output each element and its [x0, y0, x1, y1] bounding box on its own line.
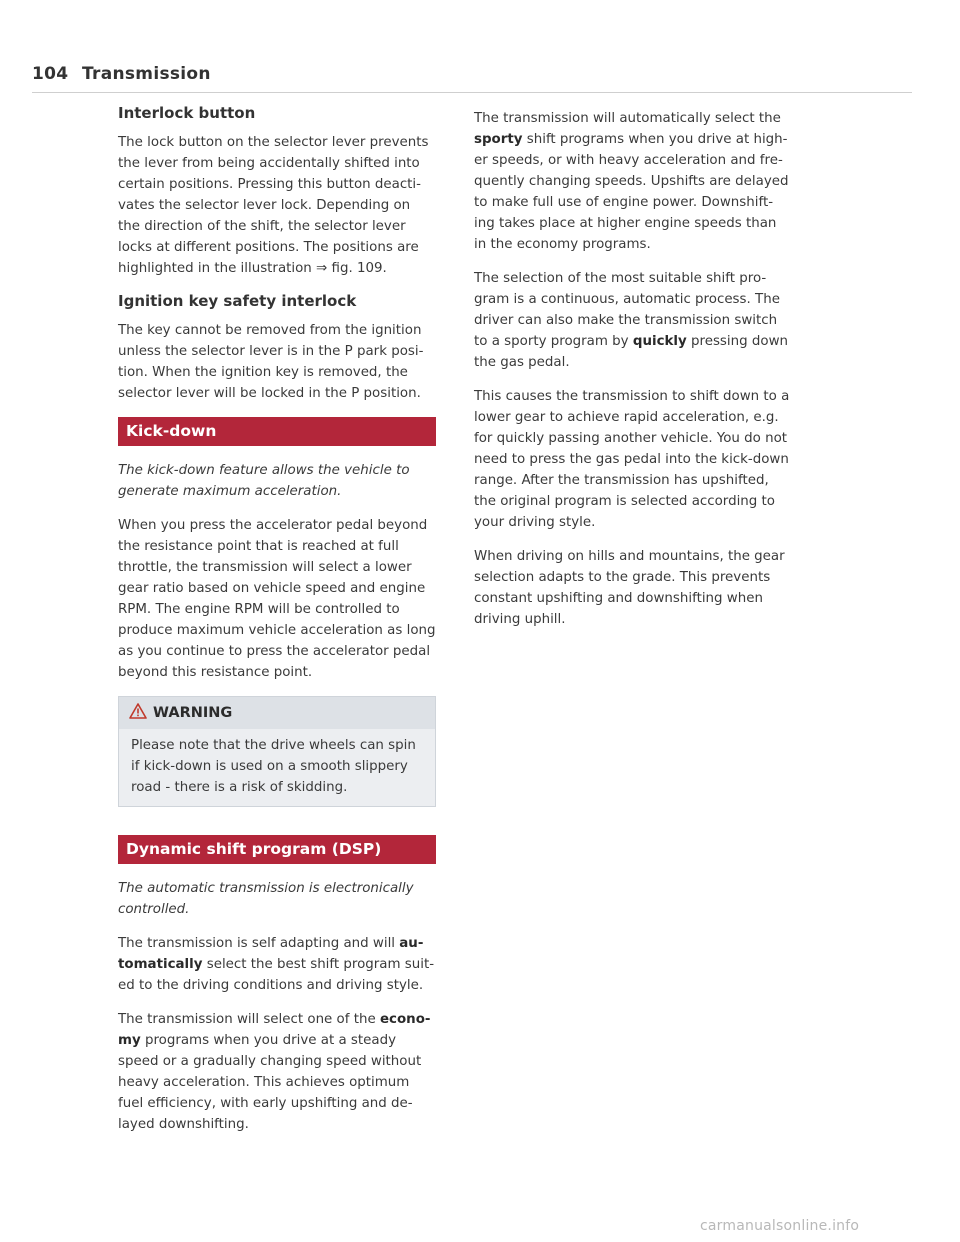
section-kickdown-title: Kick-down — [118, 417, 436, 446]
right-column — [474, 108, 792, 643]
dsp-p2-text-c: programs when you drive at a steady speed or a gradually changing speed without heavy acceleration. This achieves optimum fuel efficiency, with early upshifting and de-layed downshifting. — [118, 1033, 422, 1132]
selection-text-c: pressing down the gas pedal. — [474, 334, 789, 370]
page-header — [32, 62, 912, 93]
dsp-p1-text-a: The transmission is self adapting and will — [118, 936, 400, 951]
paragraph-hills: When driving on hills and mountains, the gear selection adapts to the grade. This prevents constant upshifting and downshifting when driving uphill. — [474, 549, 785, 627]
page-number: 104 — [32, 64, 69, 84]
left-column — [118, 104, 436, 1148]
warning-triangle-icon — [129, 703, 147, 719]
dsp-p2-text-a: The transmission will select one of the — [118, 1012, 380, 1027]
section-dsp-title: Dynamic shift program (DSP) — [118, 835, 436, 864]
paragraph-shift-down: This causes the transmission to shift down to a lower gear to achieve rapid acceleration, e.g. for quickly passing another vehicle. You do not need to press the gas pedal into the kick-down range. After the transmission has upshifted, the original program is selected according to your driving style. — [474, 389, 790, 530]
heading-interlock-button: Interlock button — [118, 104, 256, 122]
warning-text: Please note that the drive wheels can spin if kick-down is used on a smooth slippery road - there is a risk of skidding. — [131, 738, 416, 795]
paragraph-ignition: The key cannot be removed from the ignition unless the selector lever is in the P park posi-tion. When the ignition key is removed, the selector lever will be locked in the P position. — [118, 323, 424, 401]
selection-text-a: The selection of the most suitable shift pro-gram is a continuous, automatic process. The driver can also make the transmission switch to a sporty program by — [474, 271, 780, 349]
watermark-text: carmanualsonline.info — [700, 1218, 860, 1234]
paragraph-kickdown: When you press the accelerator pedal beyond the resistance point that is reached at full throttle, the transmission will select a lower gear ratio based on vehicle speed and engine RPM. The engine RPM will be controlled to produce maximum vehicle acceleration as long as you continue to press the accelerator pedal beyond this resistance point. — [118, 518, 436, 680]
paragraph-dsp-1 — [118, 933, 436, 996]
dsp-p2-bold: econo-my — [118, 1012, 431, 1048]
chapter-title: Transmission — [82, 64, 211, 84]
sporty-bold: sporty — [474, 132, 523, 147]
heading-ignition-interlock: Ignition key safety interlock — [118, 292, 357, 310]
paragraph-selection — [474, 268, 792, 373]
warning-header — [119, 697, 435, 729]
warning-title: WARNING — [153, 705, 233, 721]
kickdown-intro: The kick-down feature allows the vehicle to generate maximum acceleration. — [118, 463, 410, 499]
dsp-p1-bold: au-tomatically — [118, 936, 424, 972]
dsp-p1-text-c: select the best shift program suit-ed to the driving conditions and driving style. — [118, 957, 435, 993]
dsp-intro: The automatic transmission is electronically controlled. — [118, 881, 414, 917]
selection-bold: quickly — [632, 334, 687, 349]
sporty-text-c: shift programs when you drive at high-er speeds, or with heavy acceleration and fre-quently changing speeds. Upshifts are delayed to make full use of engine power. Downshift-ing takes place at higher engine speeds than in the economy programs. — [474, 132, 789, 252]
paragraph-sporty — [474, 108, 792, 255]
paragraph-dsp-2 — [118, 1009, 436, 1135]
paragraph-interlock: The lock button on the selector lever prevents the lever from being accidentally shifted into certain positions. Pressing this button deacti-vates the selector lever lock. Depending on the direction of the shift, the selector lever locks at different positions. The positions are highlighted in the illustration ⇒ fig. 109. — [118, 135, 429, 276]
sporty-text-a: The transmission will automatically select the — [474, 111, 781, 126]
warning-box — [118, 696, 436, 807]
